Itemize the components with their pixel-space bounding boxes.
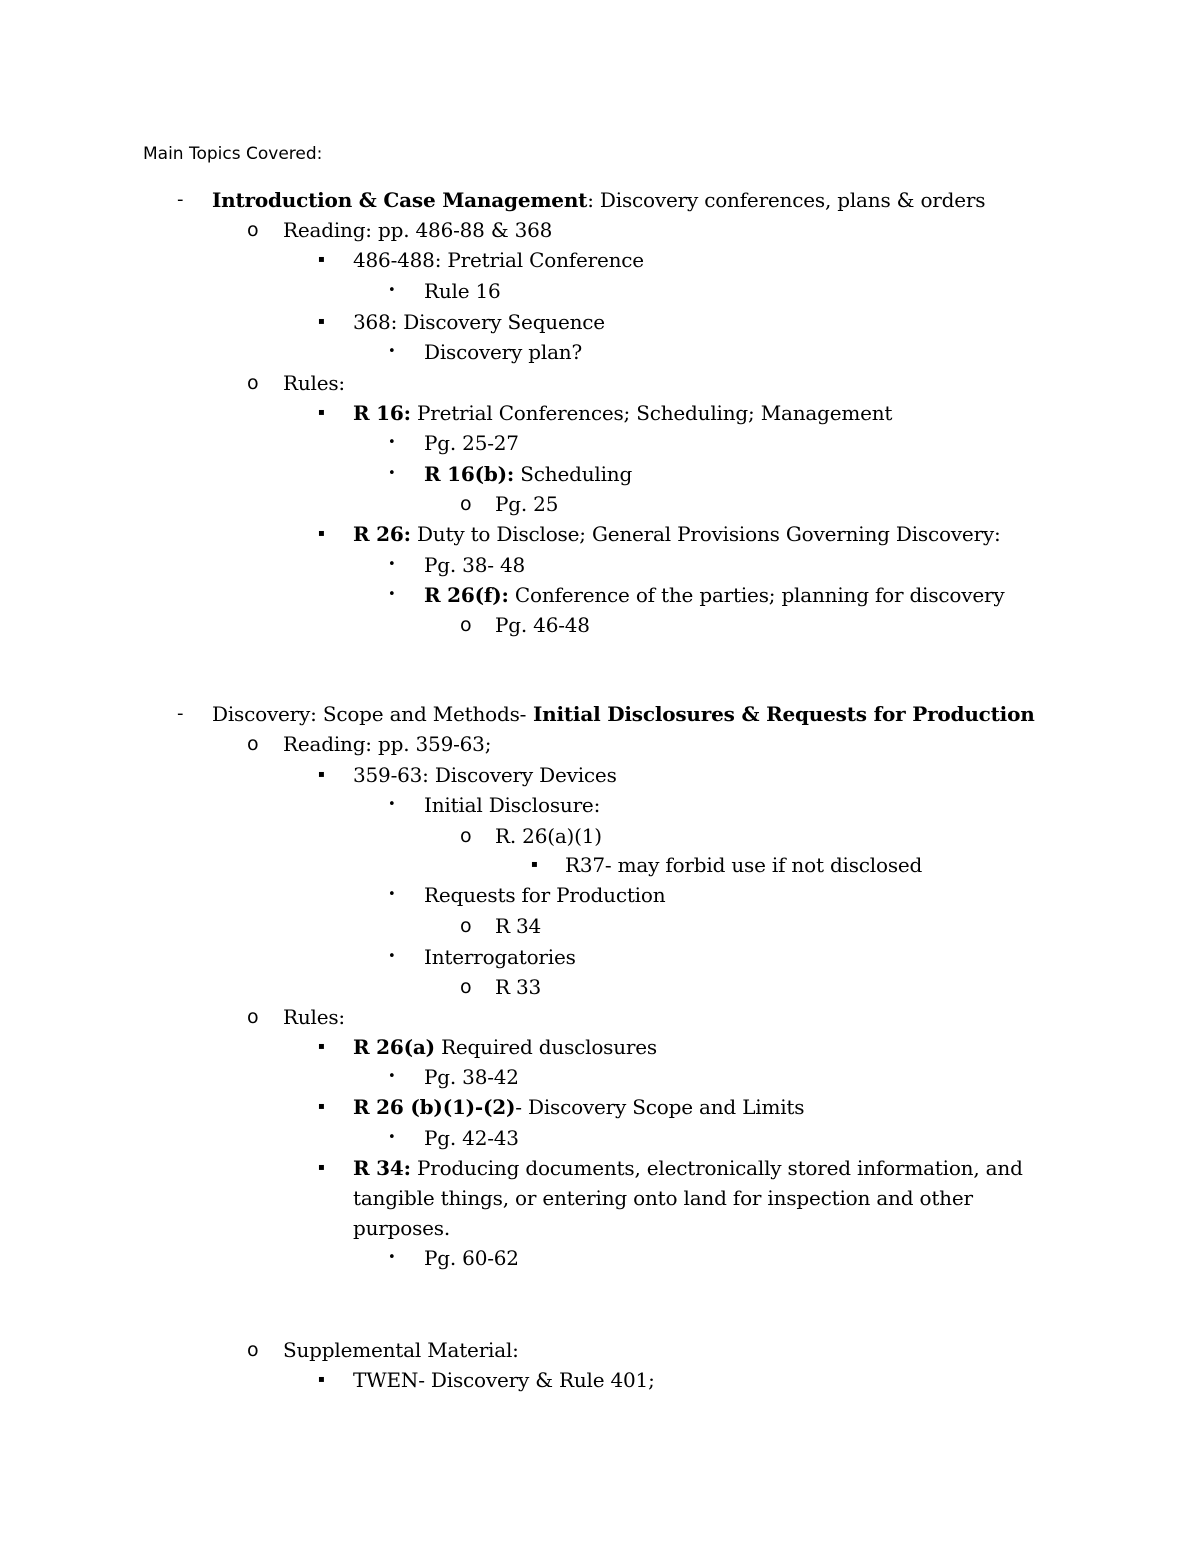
reading-item-368: 368: Discovery Sequence [353,310,605,334]
bullet-marker: • [388,435,396,450]
rule-34-text-line3: purposes. [353,1216,451,1240]
square-marker: ▪ [318,407,325,418]
section2-rules: Rules: [283,1005,345,1029]
interrogatories: Interrogatories [424,945,576,969]
square-marker: ▪ [318,1101,325,1112]
section1-title-bold: Introduction & Case Management [212,188,588,212]
rule-26b-pages: Pg. 42-43 [424,1126,519,1150]
rule-26a [353,1032,657,1062]
rule-16b [424,459,632,489]
circle-marker: o [460,614,472,636]
circle-marker: o [247,1339,259,1361]
circle-marker: o [460,976,472,998]
square-marker: ▪ [318,528,325,539]
section2-title-bold: Initial Disclosures & Requests for Production [526,702,1035,726]
interrogatories-rule: R 33 [495,975,542,999]
reading-subitem-plan: Discovery plan? [424,340,583,364]
square-marker: ▪ [318,1162,325,1173]
rule-16b-label: R 16(b): [424,462,515,486]
rule-26-text: Duty to Disclose; General Provisions Governing Discovery: [410,522,1001,546]
bullet-marker: • [388,1130,396,1145]
section2-title-plain: Discovery: Scope and Methods- [212,702,527,726]
circle-marker: o [247,372,259,394]
section1-rules: Rules: [283,371,345,395]
bullet-marker: • [388,466,396,481]
rule-16 [353,398,892,428]
rule-26-label: R 26: [353,522,411,546]
dash-marker: - [177,189,184,210]
section1-title-rest: : Discovery conferences, plans & orders [587,188,986,212]
rule-26a-label: R 26(a) [353,1035,435,1059]
requests-production-rule: R 34 [495,914,542,938]
bullet-marker: • [388,1250,396,1265]
square-marker: ▪ [318,1374,325,1385]
bullet-marker: • [388,887,396,902]
page-heading: Main Topics Covered: [143,144,323,164]
rule-26b-text: - Discovery Scope and Limits [515,1095,805,1119]
rule-26-pages: Pg. 38- 48 [424,553,525,577]
bullet-marker: • [388,557,396,572]
rule-26a-text: Required dusclosures [434,1035,657,1059]
square-marker: ▪ [531,859,538,870]
bullet-marker: • [388,587,396,602]
square-marker: ▪ [318,1041,325,1052]
section2-reading: Reading: pp. 359-63; [283,732,492,756]
section2-title [212,699,1035,729]
rule-26f-text: Conference of the parties; planning for discovery [508,583,1005,607]
circle-marker: o [247,1006,259,1028]
dash-marker: - [177,703,184,724]
square-marker: ▪ [318,316,325,327]
rule-34-pages: Pg. 60-62 [424,1246,519,1270]
rule-34-text-line1: Producing documents, electronically stored information, and [410,1156,1023,1180]
circle-marker: o [460,915,472,937]
circle-marker: o [460,825,472,847]
initial-disclosure: Initial Disclosure: [424,793,601,817]
rule-16-label: R 16: [353,401,411,425]
rule-26a-pages: Pg. 38-42 [424,1065,519,1089]
bullet-marker: • [388,283,396,298]
rule-16-text: Pretrial Conferences; Scheduling; Management [410,401,893,425]
rule-16b-text: Scheduling [514,462,633,486]
square-marker: ▪ [318,254,325,265]
reading-subitem-rule16: Rule 16 [424,279,501,303]
rule-16b-pages: Pg. 25 [495,492,559,516]
bullet-marker: • [388,1069,396,1084]
discovery-devices: 359-63: Discovery Devices [353,763,617,787]
supplemental-item: TWEN- Discovery & Rule 401; [353,1368,655,1392]
bullet-marker: • [388,344,396,359]
rule-26f-pages: Pg. 46-48 [495,613,590,637]
circle-marker: o [247,219,259,241]
section1-reading: Reading: pp. 486-88 & 368 [283,218,553,242]
circle-marker: o [460,493,472,515]
square-marker: ▪ [318,769,325,780]
rule-34-label: R 34: [353,1156,411,1180]
section1-title [212,185,985,215]
rule-34-text-line2: tangible things, or entering onto land for inspection and other [353,1186,973,1210]
rule-26b-label: R 26 (b)(1)-(2) [353,1095,516,1119]
supplemental-material: Supplemental Material: [283,1338,519,1362]
requests-production: Requests for Production [424,883,666,907]
rule-26f-label: R 26(f): [424,583,509,607]
rule-26f [424,580,1004,610]
rule-26 [353,519,1001,549]
initial-disclosure-rule: R. 26(a)(1) [495,824,602,848]
bullet-marker: • [388,797,396,812]
initial-disclosure-note: R37- may forbid use if not disclosed [565,853,923,877]
circle-marker: o [247,733,259,755]
rule-26b [353,1092,804,1122]
rule-34 [353,1153,1023,1183]
bullet-marker: • [388,949,396,964]
reading-item-486: 486-488: Pretrial Conference [353,248,644,272]
rule-16-pages: Pg. 25-27 [424,431,519,455]
